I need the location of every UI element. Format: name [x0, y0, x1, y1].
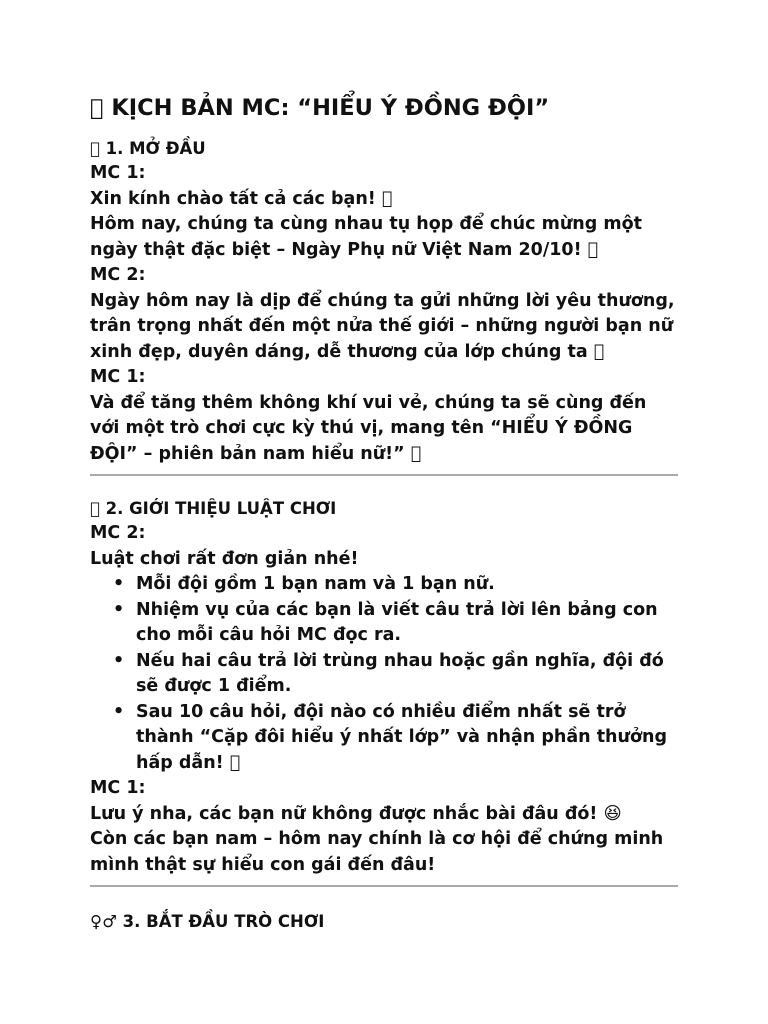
- document-title: 􀆐 KỊCH BẢN MC: “HIỂU Ý ĐỒNG ĐỘI”: [90, 95, 550, 121]
- dialogue-line: Ngày hôm nay là dịp để chúng ta gửi những lời yêu thương, trân trọng nhất đến một nửa thế giới – những người bạn nữ xinh đẹp, duyên dáng, dễ thương của lớp chúng ta 􀆐: [90, 290, 675, 362]
- section-heading: ♀♂ 3. BẮT ĐẦU TRÒ CHƠI: [90, 912, 325, 931]
- dialogue-line: Xin kính chào tất cả các bạn! 􀆐: [90, 188, 393, 209]
- rules-list: [90, 572, 680, 776]
- rule-item: • Sau 10 câu hỏi, đội nào có nhiều điểm nhất sẽ trở thành “Cặp đôi hiểu ý nhất lớp” và nhận phần thưởng hấp dẫn! 􀆐: [113, 701, 667, 773]
- dialogue-line: Hôm nay, chúng ta cùng nhau tụ họp để chúc mừng một ngày thật đặc biệt – Ngày Phụ nữ Việt Nam 20/10! 􀆐: [90, 214, 642, 260]
- speaker-label: MC 1:: [90, 778, 146, 798]
- speaker-label: MC 2:: [90, 523, 146, 543]
- speaker-label: MC 2:: [90, 265, 146, 285]
- rule-text: Mỗi đội gồm 1 bạn nam và 1 bạn nữ.: [136, 574, 495, 594]
- section-intro: [90, 136, 680, 476]
- dialogue-line: Luật chơi rất đơn giản nhé!: [90, 548, 359, 569]
- section-heading: 􀆐 2. GIỚI THIỆU LUẬT CHƠI: [90, 499, 337, 518]
- dialogue-line: Còn các bạn nam – hôm nay chính là cơ hội để chứng minh mình thật sự hiểu con gái đến đâu!: [90, 829, 664, 875]
- rule-text: Sau 10 câu hỏi, đội nào có nhiều điểm nhất sẽ trở thành “Cặp đôi hiểu ý nhất lớp” và nhận phần thưởng hấp dẫn! 􀆐: [136, 701, 667, 773]
- rule-item: • Mỗi đội gồm 1 bạn nam và 1 bạn nữ.: [113, 574, 495, 594]
- rule-item: • Nhiệm vụ của các bạn là viết câu trả lời lên bảng con cho mỗi câu hỏi MC đọc ra.: [113, 599, 658, 645]
- rule-text: Nhiệm vụ của các bạn là viết câu trả lời lên bảng con cho mỗi câu hỏi MC đọc ra.: [136, 599, 658, 645]
- document-page: [90, 88, 680, 934]
- rule-item: • Nếu hai câu trả lời trùng nhau hoặc gần nghĩa, đội đó sẽ được 1 điểm.: [113, 650, 664, 696]
- section-start-game: [90, 909, 680, 934]
- dialogue-line: Và để tăng thêm không khí vui vẻ, chúng ta sẽ cùng đến với một trò chơi cực kỳ thú vị, mang tên “HIỂU Ý ĐỒNG ĐỘI” – phiên bản nam hiểu nữ!” 􀆐: [90, 392, 647, 464]
- section-rules: [90, 496, 680, 887]
- speaker-label: MC 1:: [90, 367, 146, 387]
- section-heading: 􀆐 1. MỞ ĐẦU: [90, 139, 206, 158]
- dialogue-line: Lưu ý nha, các bạn nữ không được nhắc bài đâu đó! 😆: [90, 803, 622, 824]
- speaker-label: MC 1:: [90, 163, 146, 183]
- rule-text: Nếu hai câu trả lời trùng nhau hoặc gần nghĩa, đội đó sẽ được 1 điểm.: [136, 650, 664, 696]
